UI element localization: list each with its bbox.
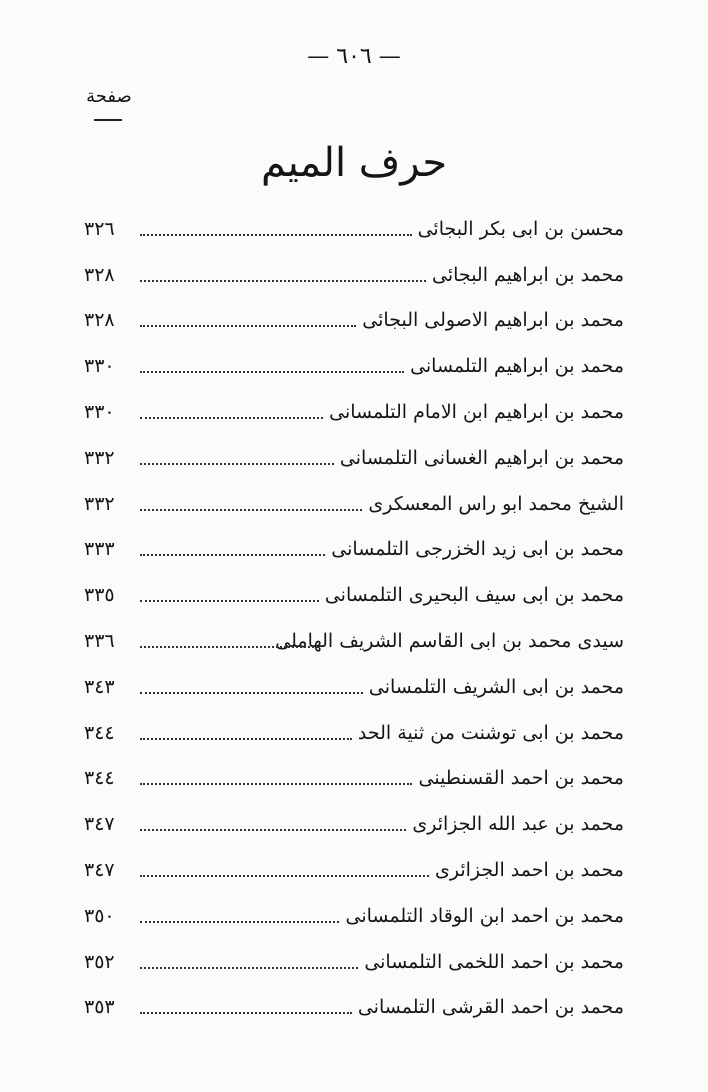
toc-entry	[84, 801, 624, 847]
toc-entry-page: ٣٥٣	[84, 996, 115, 1019]
toc-entry	[84, 298, 624, 344]
dot-leader	[140, 692, 363, 694]
toc-entry-page: ٣٤٤	[84, 721, 115, 744]
toc-entry	[84, 847, 624, 893]
dot-leader	[140, 738, 352, 740]
toc-entry-name: محمد بن ابراهيم الغسانى التلمسانى	[339, 446, 624, 469]
toc-entry-name: محمد بن ابى توشنت من ثنية الحد	[357, 721, 624, 744]
toc-entry-name: محمد بن احمد الجزائرى	[435, 859, 624, 882]
toc-entry-name: سيدى محمد بن ابى القاسم الشريف الهاملى	[275, 630, 624, 653]
toc-entry-name: محمد بن ابراهيم التلمسانى	[410, 355, 624, 378]
toc-entry-name: محسن بن ابى بكر البجائى	[417, 217, 624, 240]
toc-entry-page: ٣٣٠	[84, 355, 115, 378]
toc-entry-page: ٣٤٧	[84, 813, 115, 836]
dot-leader	[140, 554, 325, 556]
toc-entry-page: ٣٤٣	[84, 675, 115, 698]
toc-entry	[84, 710, 624, 756]
toc-entry-name: محمد بن ابى سيف البحيرى التلمسانى	[324, 584, 624, 607]
toc-entry	[84, 572, 624, 618]
toc-entry-page: ٣٥٢	[84, 950, 115, 973]
toc-entry	[84, 939, 624, 985]
toc-entry-page: ٣٢٨	[84, 309, 115, 332]
toc-entry	[84, 389, 624, 435]
dot-leader	[140, 646, 318, 648]
toc-entry	[84, 343, 624, 389]
dot-leader	[140, 967, 358, 969]
dot-leader	[140, 417, 323, 419]
toc-entry-name: محمد بن ابى زيد الخزرجى التلمسانى	[331, 538, 624, 561]
toc-entry-page: ٣٤٧	[84, 859, 115, 882]
toc-entry-name: محمد بن ابراهيم الاصولى البجائى	[362, 309, 624, 332]
toc-entry-name: محمد بن احمد القسنطينى	[418, 767, 624, 790]
dot-leader	[140, 325, 356, 327]
toc-entry-page: ٣٤٤	[84, 767, 115, 790]
dot-leader	[140, 921, 339, 923]
toc-entry-name: محمد بن احمد اللخمى التلمسانى	[364, 950, 624, 973]
page-number: — ٦٠٦ —	[307, 44, 401, 69]
dot-leader	[140, 829, 406, 831]
toc-entry	[84, 435, 624, 481]
toc-entry	[84, 664, 624, 710]
toc-entry-page: ٣٣٠	[84, 401, 115, 424]
toc-entry-page: ٣٢٦	[84, 217, 115, 240]
dot-leader	[140, 783, 412, 785]
toc-entry-page: ٣٣٢	[84, 492, 115, 515]
dot-leader	[140, 234, 412, 236]
toc-entry-page: ٣٢٨	[84, 263, 115, 286]
toc-entry-name: الشيخ محمد ابو راس المعسكرى	[368, 492, 624, 515]
dot-leader	[140, 280, 426, 282]
page-column-underline	[94, 119, 122, 121]
toc-entry-page: ٣٣٥	[84, 584, 115, 607]
toc-entry	[84, 756, 624, 802]
toc-entry-name: محمد بن عبد الله الجزائرى	[412, 813, 624, 836]
toc-entry	[84, 481, 624, 527]
toc-entry	[84, 618, 624, 664]
dot-leader	[140, 1012, 352, 1014]
toc-entry	[84, 985, 624, 1031]
dot-leader	[140, 509, 362, 511]
toc-entry	[84, 527, 624, 573]
toc-entry-page: ٣٣٣	[84, 538, 115, 561]
toc-entry-name: محمد بن احمد ابن الوقاد التلمسانى	[345, 904, 624, 927]
toc-entry-page: ٣٣٦	[84, 630, 115, 653]
dot-leader	[140, 875, 429, 877]
table-of-contents	[84, 206, 624, 1030]
toc-entry-name: محمد بن ابراهيم البجائى	[432, 263, 624, 286]
dot-leader	[140, 371, 404, 373]
dot-leader	[140, 600, 319, 602]
toc-entry-page: ٣٥٠	[84, 904, 115, 927]
dot-leader	[140, 463, 334, 465]
toc-entry-name: محمد بن احمد القرشى التلمسانى	[357, 996, 624, 1019]
page-column-label: صفحة	[86, 86, 132, 107]
toc-entry	[84, 252, 624, 298]
toc-entry-page: ٣٣٢	[84, 446, 115, 469]
toc-entry-name: محمد بن ابراهيم ابن الامام التلمسانى	[329, 401, 624, 424]
toc-entry	[84, 893, 624, 939]
section-title: حرف الميم	[260, 140, 448, 186]
toc-entry-name: محمد بن ابى الشريف التلمسانى	[368, 675, 624, 698]
toc-entry	[84, 206, 624, 252]
